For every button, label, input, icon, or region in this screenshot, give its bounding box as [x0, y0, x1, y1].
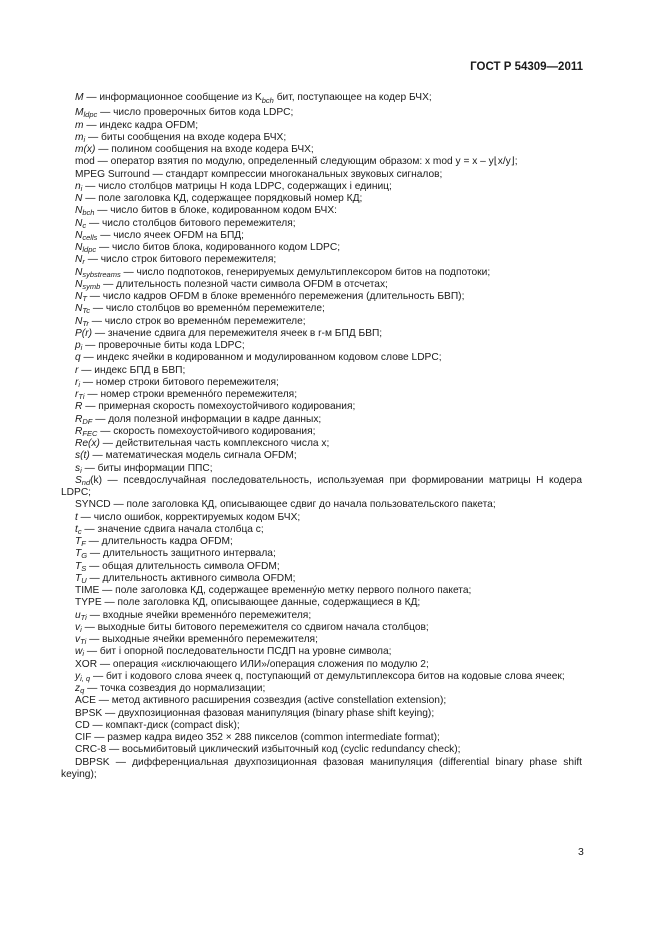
definition-text: (k) — псевдослучайная последовательность, используемая при формировании матрицы H кодера LDPC; [61, 474, 582, 499]
symbol-subscript: c [77, 526, 82, 536]
definition-text: — общая длительность символа OFDM; [86, 560, 280, 572]
symbol-subscript: Ti [80, 637, 87, 647]
symbol-base: T [75, 548, 82, 560]
symbol-base: N [75, 254, 83, 266]
definition-text: CRC-8 — восьмибитовый циклический избыточный код (cyclic redundancy check); [75, 744, 461, 756]
definition-text: — биты информации ППС; [81, 462, 213, 474]
definition-entry [61, 720, 582, 732]
symbol [75, 426, 97, 437]
symbol [75, 622, 82, 633]
symbol-subscript: ldpc [82, 245, 97, 255]
definition-text: — математическая модель сигнала OFDM; [89, 450, 297, 462]
definition-text: BPSK — двухпозиционная фазовая манипуляция (binary phase shift keying); [75, 707, 435, 719]
symbol [75, 132, 85, 143]
definition-entry [61, 573, 582, 585]
definition-entry [61, 401, 582, 413]
definition-text: — информационное сообщение из K [83, 92, 262, 103]
symbol-base: Re(x) [75, 438, 100, 450]
definition-text: — полином сообщения на входе кодера БЧХ; [95, 144, 314, 156]
definition-entry [61, 316, 582, 328]
definition-text: — биты сообщения на входе кодера БЧХ; [85, 131, 287, 143]
symbol-subscript: nd [81, 477, 91, 487]
inline-subscript: bch [261, 96, 274, 106]
definition-entry [61, 450, 582, 462]
symbol-subscript: U [81, 575, 87, 585]
definition-entry [61, 610, 582, 622]
definition-text-tail: бит, поступающее на кодер БЧХ; [273, 92, 432, 103]
definition-text: — число ячеек OFDM на БПД; [97, 229, 244, 241]
symbol [75, 205, 94, 216]
symbol-subscript: cells [82, 232, 98, 242]
definition-text: — число строк во временно́м перемежителе; [88, 315, 306, 327]
definition-entry [61, 291, 582, 303]
symbol [75, 548, 87, 559]
definition-entry [61, 254, 582, 266]
definition-text: — длительность полезной части символа OFDM в отсчетах; [100, 278, 388, 290]
definition-text: — число строк битового перемежителя; [84, 254, 277, 266]
definition-text: — входные ячейки временно́го перемежителя; [86, 609, 312, 621]
symbol-base: y [75, 670, 81, 682]
symbol-base: t [75, 523, 78, 535]
definition-text: — выходные ячейки временно́го перемежителя; [86, 634, 318, 646]
symbol [75, 475, 90, 486]
symbol-base: T [75, 572, 82, 584]
symbol-base: s(t) [75, 450, 90, 462]
symbol [75, 561, 86, 572]
definition-entry [61, 597, 582, 609]
definition-text: — число подпотоков, генерируемых демультиплексором битов на подпотоки; [120, 266, 491, 278]
document-code: ГОСТ Р 54309—2011 [470, 61, 583, 73]
symbol-subscript: FEC [82, 428, 98, 438]
definition-entry [61, 757, 582, 782]
definition-entry [61, 414, 582, 426]
definition-entry [61, 144, 582, 156]
symbol-subscript: bch [82, 208, 95, 218]
definition-entry [61, 340, 582, 352]
definition-entry [61, 218, 582, 230]
definition-entry [61, 303, 582, 315]
definition-entry [61, 426, 582, 438]
symbol-subscript: i, q [80, 673, 91, 683]
symbol [75, 463, 82, 474]
symbol-base: R [75, 413, 83, 425]
definition-text: DBPSK — дифференциальная двухпозиционная фазовая манипуляция (differential binary phase shift keying); [61, 756, 582, 780]
symbol [75, 279, 100, 290]
symbol [75, 646, 84, 657]
symbol-subscript: i [80, 624, 82, 634]
symbol-subscript: i [83, 134, 86, 144]
definition-text: — индекс кадра OFDM; [83, 119, 199, 131]
definition-text: MPEG Surround — стандарт компрессии многоканальных звуковых сигналов; [75, 168, 443, 180]
symbol [75, 230, 97, 241]
definition-entry [61, 181, 582, 193]
symbol-subscript: i [80, 465, 82, 475]
symbol-base: r [75, 364, 79, 376]
symbol-base: z [75, 683, 81, 695]
symbol [75, 438, 100, 449]
symbol-base: r [75, 389, 79, 401]
definition-entry [61, 205, 582, 217]
definition-entry [61, 132, 582, 144]
symbol-subscript: sybstreams [82, 269, 121, 279]
definition-entry [61, 279, 582, 291]
definition-entry [61, 695, 582, 707]
definition-entry [61, 744, 582, 756]
symbol [75, 107, 97, 118]
definition-text: — номер строки битового перемежителя; [80, 376, 279, 388]
symbol [75, 414, 92, 425]
definition-text: — число столбцов битового перемежителя; [86, 217, 296, 229]
symbol [75, 254, 85, 265]
definition-entry [61, 352, 582, 364]
symbol-base: u [75, 609, 81, 621]
definition-text: — значение сдвига начала столбца c; [81, 523, 264, 535]
symbol [75, 524, 82, 535]
symbol [75, 303, 90, 314]
definition-entry [61, 377, 582, 389]
definition-entry [61, 169, 582, 181]
definition-text: — число проверочных битов кода LDPC; [97, 107, 294, 119]
symbol-subscript: Ti [78, 392, 85, 402]
definition-text: — примерная скорость помехоустойчивого кодирования; [82, 401, 356, 413]
symbol [75, 120, 84, 131]
symbol [75, 291, 87, 302]
definition-entry [61, 683, 582, 695]
symbol-subscript: S [81, 563, 87, 573]
definition-entry [61, 242, 582, 254]
definition-text: — число столбцов во временно́м перемежителе; [90, 303, 325, 315]
definition-entry [61, 561, 582, 573]
definition-text: — поле заголовка КД, содержащее порядковый номер КД; [82, 193, 363, 205]
definition-text: XOR — операция «исключающего ИЛИ»/операция сложения по модулю 2; [75, 658, 429, 670]
definition-text: — номер строки временно́го перемежителя; [84, 389, 298, 401]
definition-text: — индекс БПД в БВП; [78, 364, 186, 376]
symbol [75, 450, 90, 461]
definition-text: — действительная часть комплексного числа x; [99, 438, 330, 450]
definition-entry [61, 463, 582, 475]
definition-entry [61, 548, 582, 560]
symbol-base: N [75, 266, 83, 278]
definition-text: — число ошибок, корректируемых кодом БЧХ; [77, 511, 301, 523]
symbol [75, 218, 86, 229]
symbol-base: N [75, 205, 83, 217]
definition-entry [61, 585, 582, 597]
symbol-base: R [75, 401, 83, 413]
symbol-subscript: symb [82, 281, 101, 291]
definition-entry [61, 512, 582, 524]
definition-text: — доля полезной информации в кадре данных; [92, 413, 322, 425]
definition-entry [61, 671, 582, 683]
symbol-subscript: q [80, 686, 85, 696]
symbol-base: N [75, 229, 83, 241]
definition-entry [61, 732, 582, 744]
symbol-base: N [75, 303, 83, 315]
symbol-base: S [75, 474, 82, 486]
symbol-base: M [75, 92, 84, 103]
symbol-subscript: DF [82, 416, 93, 426]
definition-text: mod — оператор взятия по модулю, определенный следующим образом: x mod y = x – y⌊x/y⌋; [75, 156, 518, 168]
definition-text: TIME — поле заголовка КД, содержащее временну́ю метку первого полного пакета; [75, 585, 472, 597]
symbol [75, 242, 96, 253]
symbol-base: m [75, 119, 84, 131]
symbol-subscript: T [82, 294, 87, 304]
definition-text: — число битов в блоке, кодированном кодом БЧХ: [94, 205, 337, 217]
symbol-subscript: i [80, 183, 83, 193]
definition-entry [61, 389, 582, 401]
definition-text: CIF — размер кадра видео 352 × 288 пикселов (common intermediate format); [75, 732, 440, 744]
symbol [75, 92, 84, 103]
definition-text: ACE — метод активного расширения созвездия (active constellation extension); [75, 695, 447, 707]
symbol [75, 610, 87, 621]
symbol-base: n [75, 180, 81, 192]
definition-entry [61, 92, 582, 107]
symbol [75, 267, 121, 278]
definition-text: — число кадров OFDM в блоке временно́го перемежения (длительность БВП); [86, 291, 465, 303]
symbol-subscript: Tc [82, 306, 91, 316]
symbol-subscript: G [81, 551, 88, 561]
symbol-base: R [75, 425, 83, 437]
symbol-base: q [75, 352, 81, 364]
symbol-base: P(r) [75, 327, 92, 339]
symbol-subscript: i [78, 379, 81, 389]
symbol [75, 328, 92, 339]
symbol-base: N [75, 278, 83, 290]
definition-entry [61, 646, 582, 658]
symbol-base: r [75, 376, 79, 388]
definition-entry [61, 659, 582, 671]
page-number: 3 [578, 846, 584, 858]
definition-text: SYNCD — поле заголовка КД, описывающее сдвиг до начала пользовательского пакета; [75, 499, 496, 511]
definition-text: — индекс ячейки в кодированном и модулированном кодовом слове LDPC; [80, 352, 442, 364]
definition-text: — выходные биты битового перемежителя со сдвигом начала столбцов; [81, 621, 429, 633]
definition-entry [61, 107, 582, 119]
symbol-subscript: c [82, 220, 87, 230]
symbol-base: T [75, 536, 82, 548]
symbol-subscript: r [82, 257, 85, 267]
definition-text: — скорость помехоустойчивого кодирования; [97, 425, 316, 437]
symbol-subscript: Tr [82, 318, 89, 328]
definition-text: — значение сдвига для перемежителя ячеек в r-м БПД БВП; [91, 327, 383, 339]
definition-entry [61, 524, 582, 536]
symbol [75, 144, 95, 155]
definition-entry [61, 499, 582, 511]
symbol-base: t [75, 511, 78, 523]
definition-text: — проверочные биты кода LDPC; [82, 340, 245, 352]
symbol-subscript: i [80, 343, 83, 353]
definition-entry [61, 438, 582, 450]
symbol-base: N [75, 217, 83, 229]
symbol-subscript: Ti [80, 612, 87, 622]
definition-entry [61, 365, 582, 377]
symbol-subscript: i [82, 649, 85, 659]
symbol [75, 634, 86, 645]
definition-text: CD — компакт-диск (compact disk); [75, 719, 240, 731]
definition-entry [61, 120, 582, 132]
symbol-base: T [75, 560, 82, 572]
symbol-base: m(x) [75, 144, 96, 156]
symbol-base: s [75, 462, 81, 474]
definition-entry [61, 536, 582, 548]
definitions-list [61, 92, 582, 781]
definition-entry [61, 230, 582, 242]
symbol-subscript: F [81, 539, 86, 549]
definition-text: — длительность активного символа OFDM; [86, 572, 296, 584]
definition-entry [61, 475, 582, 500]
symbol [75, 316, 89, 327]
symbol-base: M [75, 107, 84, 119]
symbol-base: N [75, 193, 83, 205]
symbol-base: N [75, 291, 83, 303]
definition-text: TYPE — поле заголовка КД, описывающее данные, содержащиеся в КД; [75, 597, 421, 609]
symbol-base: w [75, 646, 83, 658]
definition-entry [61, 622, 582, 634]
symbol [75, 389, 85, 400]
definition-entry [61, 156, 582, 168]
symbol-base: v [75, 621, 81, 633]
definition-entry [61, 328, 582, 340]
symbol [75, 536, 86, 547]
definition-entry [61, 193, 582, 205]
definition-text: — точка созвездия до нормализации; [84, 683, 266, 695]
symbol-base: N [75, 242, 83, 254]
definition-text: — длительность кадра OFDM; [85, 536, 233, 548]
definition-text: — бит i кодового слова ячеек q, поступающий от демультиплексора битов на кодовые слова ячеек; [90, 670, 565, 682]
symbol [75, 573, 87, 584]
definition-entry [61, 267, 582, 279]
symbol [75, 671, 90, 682]
symbol-subscript: ldpc [83, 110, 98, 120]
definition-entry [61, 708, 582, 720]
symbol [75, 683, 84, 694]
symbol-base: p [75, 340, 81, 352]
definition-text: — бит i опорной последовательности ПСДП на уровне символа; [84, 646, 392, 658]
symbol-base: N [75, 315, 83, 327]
definition-text: — число битов блока, кодированного кодом LDPC; [96, 242, 341, 254]
definition-text: — длительность защитного интервала; [87, 548, 276, 560]
definition-text: — число столбцов матрицы H кода LDPC, содержащих i единиц; [82, 180, 392, 192]
definition-entry [61, 634, 582, 646]
symbol-base: m [75, 131, 84, 143]
symbol-base: v [75, 634, 81, 646]
